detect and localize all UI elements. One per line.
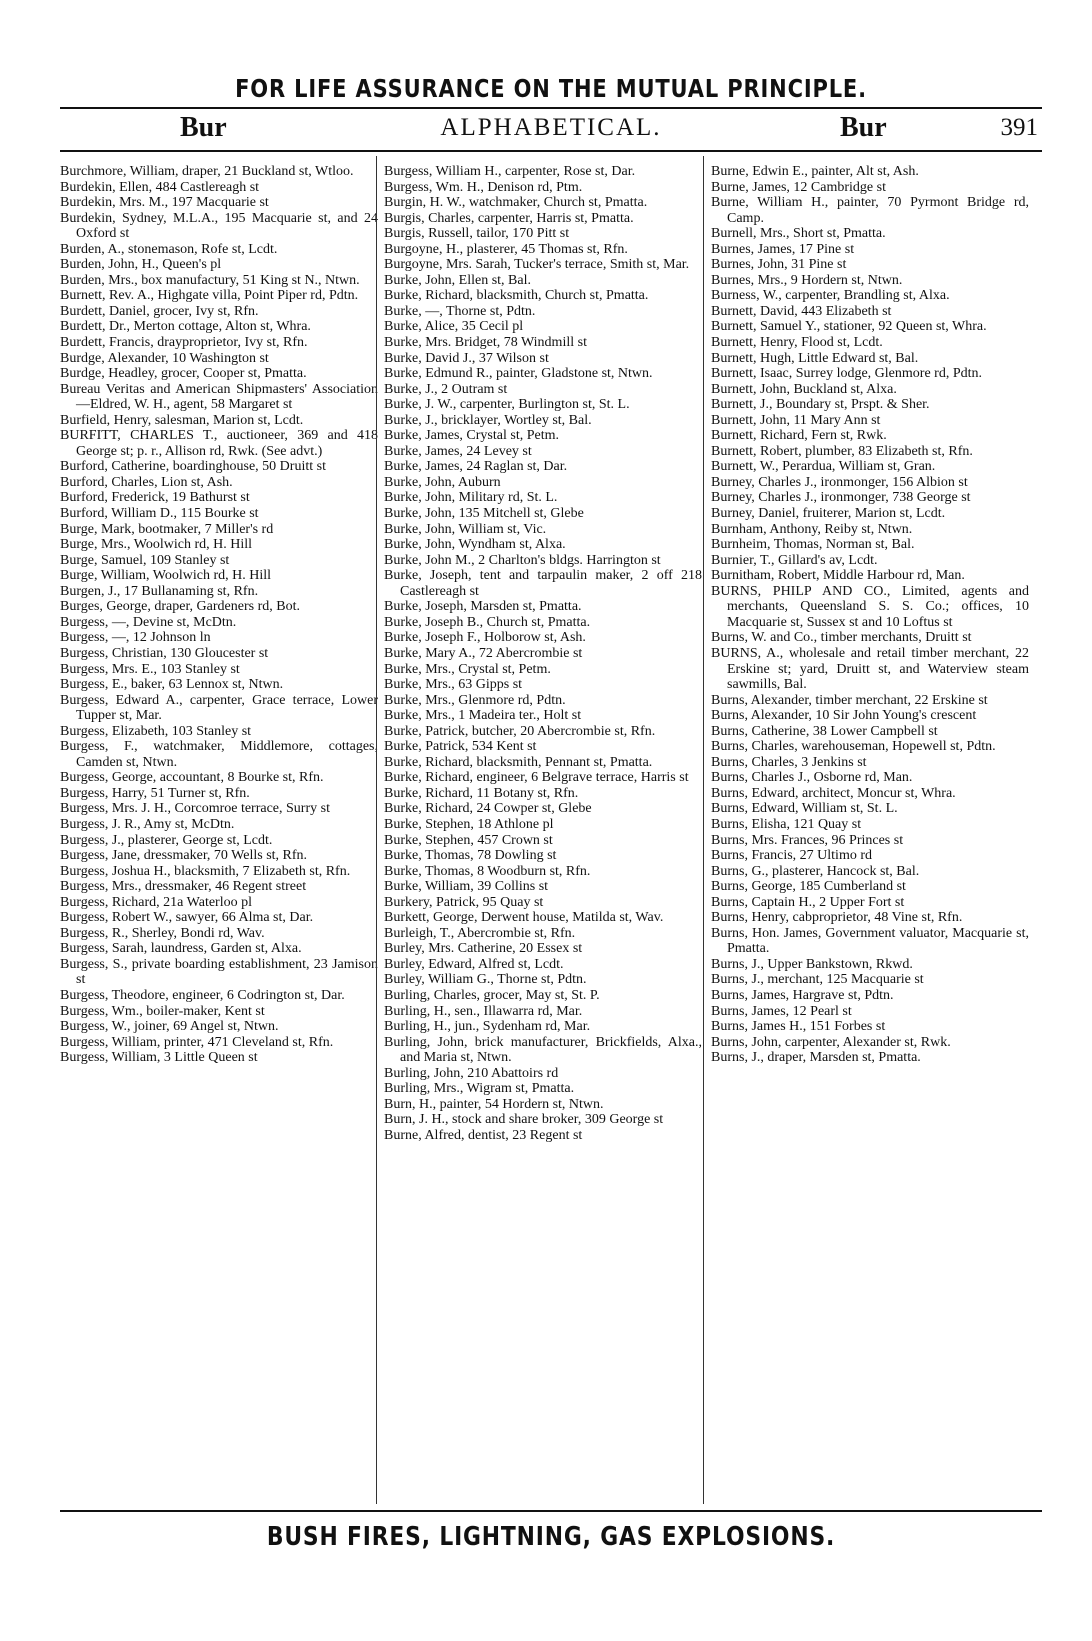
- directory-entry: Burns, James, 12 Pearl st: [711, 1003, 852, 1019]
- page-number: 391: [1000, 114, 1038, 141]
- directory-entry: Burgess, Wm., boiler-maker, Kent st: [60, 1003, 265, 1019]
- directory-entry: Burke, Patrick, 534 Kent st: [384, 739, 537, 755]
- directory-entry: Burge, Samuel, 109 Stanley st: [60, 552, 230, 568]
- directory-entry: Burns, G., plasterer, Hancock st, Bal.: [711, 863, 920, 879]
- directory-entry: Burke, Joseph, tent and tarpaulin maker, 2 off 218 Castlereagh st: [384, 568, 702, 599]
- directory-entry: Burne, Edwin E., painter, Alt st, Ash.: [711, 164, 919, 179]
- directory-entry: Burnett, David, 443 Elizabeth st: [711, 303, 892, 319]
- directory-entry: Burge, Mark, bootmaker, 7 Miller's rd: [60, 521, 274, 537]
- directory-entry: Burns, Henry, cabproprietor, 48 Vine st, Rfn.: [711, 910, 963, 926]
- directory-entry: Burke, John M., 2 Charlton's bldgs. Harrington st: [384, 552, 661, 568]
- column-divider: [376, 156, 377, 1504]
- directory-entry: BURNS, A., wholesale and retail timber merchant, 22 Erskine st; yard, Druitt st, and Waterview steam sawmills, Bal.: [711, 645, 1029, 693]
- directory-entry: Burleigh, T., Abercrombie st, Rfn.: [384, 925, 576, 941]
- directory-entry: Burke, James, 24 Raglan st, Dar.: [384, 459, 568, 475]
- directory-entry: Burgess, S., private boarding establishment, 23 Jamison st: [60, 956, 378, 988]
- directory-entry: Burkery, Patrick, 95 Quay st: [384, 894, 544, 910]
- directory-entry: BURNS, PHILP AND CO., Limited, agents and merchants, Queensland S. S. Co.; offices, 10 Macquarie st, Sussex st and 10 Loftus st: [711, 583, 1029, 630]
- section-title: ALPHABETICAL.: [440, 114, 662, 141]
- directory-entry: Burns, James, Hargrave st, Pdtn.: [711, 987, 894, 1003]
- directory-entry: Burns, Alexander, 10 Sir John Young's crescent: [711, 708, 977, 724]
- directory-entry: Burnett, Samuel Y., stationer, 92 Queen st, Whra.: [711, 319, 987, 335]
- directory-entry: Burke, Stephen, 18 Athlone pl: [384, 816, 554, 832]
- directory-entry: Burke, Mrs. Bridget, 78 Windmill st: [384, 335, 587, 351]
- directory-entry: Burnett, John, Buckland st, Alxa.: [711, 381, 897, 397]
- top-advert-banner: FOR LIFE ASSURANCE ON THE MUTUAL PRINCIPLE.: [235, 74, 867, 103]
- directory-entry: Burnell, Mrs., Short st, Pmatta.: [711, 226, 886, 242]
- directory-entry: Burgess, R., Sherley, Bondi rd, Wav.: [60, 925, 265, 941]
- directory-entry: Burne, William H., painter, 70 Pyrmont Bridge rd, Camp.: [711, 195, 1029, 226]
- directory-entry: Burgis, Charles, carpenter, Harris st, Pmatta.: [384, 210, 634, 226]
- directory-entry: Burnett, Richard, Fern st, Rwk.: [711, 428, 887, 444]
- column-divider: [703, 156, 704, 1504]
- directory-entry: Burley, William G., Thorne st, Pdtn.: [384, 972, 587, 988]
- directory-entry: Burgess, Sarah, laundress, Garden st, Alxa.: [60, 941, 302, 957]
- directory-entry: Burke, Richard, 11 Botany st, Rfn.: [384, 785, 579, 801]
- directory-entry: Burgess, W., joiner, 69 Angel st, Ntwn.: [60, 1019, 279, 1035]
- directory-entry: Burgen, J., 17 Bullanaming st, Rfn.: [60, 583, 259, 599]
- directory-entry: Burke, Richard, blacksmith, Church st, Pmatta.: [384, 288, 649, 304]
- directory-entry: Burgess, Harry, 51 Turner st, Rfn.: [60, 785, 250, 801]
- directory-entry: Burnham, Anthony, Reiby st, Ntwn.: [711, 521, 913, 537]
- directory-entry: Burgess, Wm. H., Denison rd, Ptm.: [384, 179, 583, 195]
- directory-entry: Burgess, E., baker, 63 Lennox st, Ntwn.: [60, 677, 284, 693]
- directory-entry: Burns, Charles J., Osborne rd, Man.: [711, 770, 913, 786]
- directory-entry: Burnett, John, 11 Mary Ann st: [711, 412, 881, 428]
- directory-entry: Burns, Edward, William st, St. L.: [711, 801, 898, 817]
- directory-entry: Burns, Captain H., 2 Upper Fort st: [711, 894, 905, 910]
- directory-entry: Burnes, James, 17 Pine st: [711, 241, 855, 257]
- directory-entry: Burling, John, 210 Abattoirs rd: [384, 1065, 559, 1081]
- directory-entry: Burns, Charles, 3 Jenkins st: [711, 754, 867, 770]
- directory-entry: Burns, Alexander, timber merchant, 22 Erskine st: [711, 692, 988, 708]
- left-guide-word: Bur: [180, 112, 227, 143]
- directory-entry: Burgess, Mrs. J. H., Corcomroe terrace, Surry st: [60, 801, 330, 817]
- directory-entry: Burnett, Isaac, Surrey lodge, Glenmore rd, Pdtn.: [711, 366, 982, 382]
- directory-entry: Burke, John, Ellen st, Bal.: [384, 272, 531, 288]
- directory-entry: Burdett, Francis, drayproprietor, Ivy st, Rfn.: [60, 335, 308, 351]
- directory-entry: Burke, John, Wyndham st, Alxa.: [384, 537, 566, 553]
- directory-entry: Burke, Richard, 24 Cowper st, Glebe: [384, 801, 592, 817]
- directory-entry: Burnett, Robert, plumber, 83 Elizabeth st, Rfn.: [711, 443, 973, 459]
- directory-entry: Burke, John, Military rd, St. L.: [384, 490, 558, 506]
- directory-entry: Burnett, J., Boundary st, Prspt. & Sher.: [711, 397, 930, 413]
- directory-entry: Burges, George, draper, Gardeners rd, Bot.: [60, 599, 300, 615]
- top-rule: [60, 107, 1042, 109]
- directory-entry: Burke, John, 135 Mitchell st, Glebe: [384, 506, 584, 522]
- directory-entry: Burne, James, 12 Cambridge st: [711, 179, 886, 195]
- directory-entry: Burgess, Theodore, engineer, 6 Codrington st, Dar.: [60, 987, 345, 1003]
- directory-entry: Burgess, William, 3 Little Queen st: [60, 1050, 258, 1066]
- directory-entry: Burke, James, 24 Levey st: [384, 443, 532, 459]
- directory-entry: Burdett, Daniel, grocer, Ivy st, Rfn.: [60, 303, 259, 319]
- column-1: [60, 164, 378, 1504]
- bottom-advert-banner: BUSH FIRES, LIGHTNING, GAS EXPLOSIONS.: [266, 1522, 836, 1552]
- directory-entry: Burgess, William, printer, 471 Cleveland st, Rfn.: [60, 1034, 334, 1050]
- directory-entry: Burnheim, Thomas, Norman st, Bal.: [711, 537, 915, 553]
- directory-entry: Burney, Charles J., ironmonger, 156 Albion st: [711, 474, 968, 490]
- directory-entry: Burgess, Mrs., dressmaker, 46 Regent street: [60, 879, 307, 895]
- directory-entry: Burns, J., Upper Bankstown, Rkwd.: [711, 956, 913, 972]
- directory-entry: Burns, Francis, 27 Ultimo rd: [711, 848, 872, 864]
- directory-entry: Burke, Edmund R., painter, Gladstone st, Ntwn.: [384, 366, 653, 382]
- directory-entry: Burke, Joseph B., Church st, Pmatta.: [384, 614, 591, 630]
- directory-entry: Burke, Alice, 35 Cecil pl: [384, 319, 524, 335]
- directory-entry: Burney, Daniel, fruiterer, Marion st, Lcdt.: [711, 506, 946, 522]
- directory-entry: Burke, Mrs., Glenmore rd, Pdtn.: [384, 692, 566, 708]
- right-guide-word: Bur: [840, 112, 887, 143]
- directory-entry: Burns, Elisha, 121 Quay st: [711, 816, 862, 832]
- directory-entry: Burford, Catherine, boardinghouse, 50 Druitt st: [60, 459, 326, 475]
- directory-entry: Burgess, Mrs. E., 103 Stanley st: [60, 661, 240, 677]
- directory-entry: Burley, Mrs. Catherine, 20 Essex st: [384, 941, 583, 957]
- directory-entry: Burden, A., stonemason, Rofe st, Lcdt.: [60, 241, 278, 257]
- directory-entry: Burdge, Headley, grocer, Cooper st, Pmatta.: [60, 366, 307, 382]
- directory-entry: Burke, James, Crystal st, Petm.: [384, 428, 559, 444]
- directory-entry: Burnett, W., Perardua, William st, Gran.: [711, 459, 936, 475]
- directory-entry: Burke, Mary A., 72 Abercrombie st: [384, 645, 583, 661]
- directory-entry: Burke, —, Thorne st, Pdtn.: [384, 303, 536, 319]
- directory-entry: Burns, Edward, architect, Moncur st, Whra.: [711, 785, 956, 801]
- directory-entry: Burnett, Henry, Flood st, Lcdt.: [711, 335, 883, 351]
- directory-entry: Burgess, —, 12 Johnson ln: [60, 630, 211, 646]
- directory-entry: Burne, Alfred, dentist, 23 Regent st: [384, 1127, 583, 1143]
- directory-entry: Burke, Thomas, 8 Woodburn st, Rfn.: [384, 863, 591, 879]
- directory-entry: Burgess, —, Devine st, McDtn.: [60, 614, 237, 630]
- directory-entry: Burke, J., bricklayer, Wortley st, Bal.: [384, 412, 592, 428]
- directory-entry: Burgoyne, H., plasterer, 45 Thomas st, Rfn.: [384, 241, 628, 257]
- directory-entry: Burden, John, H., Queen's pl: [60, 257, 222, 273]
- directory-entry: BURFITT, CHARLES T., auctioneer, 369 and 418 George st; p. r., Allison rd, Rwk. (See advt.): [60, 428, 378, 459]
- directory-entry: Burnes, John, 31 Pine st: [711, 257, 847, 273]
- directory-entry: Burley, Edward, Alfred st, Lcdt.: [384, 956, 564, 972]
- directory-entry: Burke, Stephen, 457 Crown st: [384, 832, 553, 848]
- directory-entry: Burgess, J. R., Amy st, McDtn.: [60, 816, 235, 832]
- directory-entry: Burgess, F., watchmaker, Middlemore, cottages, Camden st, Ntwn.: [60, 739, 378, 770]
- directory-entry: Burling, John, brick manufacturer, Brickfields, Alxa., and Maria st, Ntwn.: [384, 1034, 702, 1066]
- directory-entry: Burgin, H. W., watchmaker, Church st, Pmatta.: [384, 195, 648, 211]
- directory-entry: Burke, David J., 37 Wilson st: [384, 350, 549, 366]
- directory-entry: Burns, J., draper, Marsden st, Pmatta.: [711, 1050, 921, 1066]
- directory-entry: Burford, Charles, Lion st, Ash.: [60, 474, 233, 490]
- directory-entry: Burns, James H., 151 Forbes st: [711, 1019, 886, 1035]
- directory-entry: Burney, Charles J., ironmonger, 738 George st: [711, 490, 971, 506]
- directory-entry: Bureau Veritas and American Shipmasters' Association—Eldred, W. H., agent, 58 Margaret st: [60, 381, 378, 413]
- directory-entry: Burke, John, Auburn: [384, 474, 501, 490]
- directory-entry: Burkett, George, Derwent house, Matilda st, Wav.: [384, 910, 664, 926]
- directory-entry: Burke, Thomas, 78 Dowling st: [384, 848, 557, 864]
- directory-entry: Burling, H., sen., Illawarra rd, Mar.: [384, 1003, 583, 1019]
- directory-entry: Burke, Richard, engineer, 6 Belgrave terrace, Harris st: [384, 770, 689, 786]
- directory-entry: Burford, William D., 115 Bourke st: [60, 506, 259, 522]
- directory-entry: Burns, W. and Co., timber merchants, Druitt st: [711, 630, 972, 646]
- directory-entry: Burgis, Russell, tailor, 170 Pitt st: [384, 226, 570, 242]
- directory-entry: Burns, Mrs. Frances, 96 Princes st: [711, 832, 904, 848]
- directory-entry: Burke, William, 39 Collins st: [384, 879, 549, 895]
- directory-entry: Burdett, Dr., Merton cottage, Alton st, Whra.: [60, 319, 311, 335]
- bottom-rule: [60, 1510, 1042, 1512]
- header-rule: [60, 150, 1042, 152]
- directory-entry: Burgess, William H., carpenter, Rose st, Dar.: [384, 164, 636, 179]
- directory-entry: Burke, Mrs., 1 Madeira ter., Holt st: [384, 708, 582, 724]
- directory-entry: Burling, H., jun., Sydenham rd, Mar.: [384, 1019, 591, 1035]
- directory-entry: Burgess, Edward A., carpenter, Grace terrace, Lower Tupper st, Mar.: [60, 692, 378, 724]
- directory-entry: Burnier, T., Gillard's av, Lcdt.: [711, 552, 878, 568]
- directory-entry: Burgess, Christian, 130 Gloucester st: [60, 645, 269, 661]
- directory-entry: Burdekin, Ellen, 484 Castlereagh st: [60, 179, 260, 195]
- directory-entry: Burns, Hon. James, Government valuator, Macquarie st, Pmatta.: [711, 925, 1029, 957]
- directory-entry: Burke, Joseph, Marsden st, Pmatta.: [384, 599, 582, 615]
- column-3: [711, 164, 1029, 1504]
- directory-entry: Burling, Charles, grocer, May st, St. P.: [384, 987, 600, 1003]
- directory-entry: Burke, Joseph F., Holborow st, Ash.: [384, 630, 586, 646]
- directory-entry: Burdekin, Sydney, M.L.A., 195 Macquarie st, and 24 Oxford st: [60, 210, 378, 242]
- directory-entry: Burn, J. H., stock and share broker, 309 George st: [384, 1112, 664, 1128]
- directory-entry: Burnes, Mrs., 9 Hordern st, Ntwn.: [711, 272, 903, 288]
- directory-entry: Burness, W., carpenter, Brandling st, Alxa.: [711, 288, 950, 304]
- directory-entry: Burns, J., merchant, 125 Macquarie st: [711, 972, 924, 988]
- directory-entry: Burke, John, William st, Vic.: [384, 521, 547, 537]
- directory-entry: Burgess, Richard, 21a Waterloo pl: [60, 894, 252, 910]
- directory-entry: Burchmore, William, draper, 21 Buckland st, Wtloo.: [60, 164, 354, 179]
- directory-entry: Burke, Patrick, butcher, 20 Abercrombie st, Rfn.: [384, 723, 656, 739]
- directory-entry: Burgess, Elizabeth, 103 Stanley st: [60, 723, 252, 739]
- directory-entry: Burling, Mrs., Wigram st, Pmatta.: [384, 1081, 575, 1097]
- directory-entry: Burke, J., 2 Outram st: [384, 381, 508, 397]
- directory-entry: Burfield, Henry, salesman, Marion st, Lcdt.: [60, 412, 304, 428]
- directory-entry: Burge, William, Woolwich rd, H. Hill: [60, 568, 272, 584]
- directory-entry: Burden, Mrs., box manufactury, 51 King st N., Ntwn.: [60, 272, 360, 288]
- directory-entry: Burgess, Joshua H., blacksmith, 7 Elizabeth st, Rfn.: [60, 863, 351, 879]
- directory-entry: Burnett, Rev. A., Highgate villa, Point Piper rd, Pdtn.: [60, 288, 359, 304]
- directory-entry: Burgess, J., plasterer, George st, Lcdt.: [60, 832, 273, 848]
- directory-entry: Burns, Charles, warehouseman, Hopewell st, Pdtn.: [711, 739, 996, 755]
- directory-entry: Burke, J. W., carpenter, Burlington st, St. L.: [384, 397, 630, 413]
- directory-entry: Burgess, Jane, dressmaker, 70 Wells st, Rfn.: [60, 848, 308, 864]
- column-2: [384, 164, 702, 1504]
- page-header: [60, 112, 1042, 148]
- directory-entry: Burns, Catherine, 38 Lower Campbell st: [711, 723, 938, 739]
- directory-entry: Burge, Mrs., Woolwich rd, H. Hill: [60, 537, 253, 553]
- directory-entry: Burke, Mrs., Crystal st, Petm.: [384, 661, 551, 677]
- directory-entry: Burgess, Robert W., sawyer, 66 Alma st, Dar.: [60, 910, 314, 926]
- directory-entry: Burgoyne, Mrs. Sarah, Tucker's terrace, Smith st, Mar.: [384, 257, 690, 273]
- directory-entry: Burns, John, carpenter, Alexander st, Rwk.: [711, 1034, 951, 1050]
- directory-entry: Burgess, George, accountant, 8 Bourke st, Rfn.: [60, 770, 324, 786]
- directory-entry: Burnett, Hugh, Little Edward st, Bal.: [711, 350, 919, 366]
- directory-entry: Burdekin, Mrs. M., 197 Macquarie st: [60, 195, 269, 211]
- directory-entry: Burn, H., painter, 54 Hordern st, Ntwn.: [384, 1096, 604, 1112]
- directory-entry: Burford, Frederick, 19 Bathurst st: [60, 490, 250, 506]
- directory-entry: Burke, Richard, blacksmith, Pennant st, Pmatta.: [384, 754, 653, 770]
- directory-entry: Burnitham, Robert, Middle Harbour rd, Man.: [711, 568, 965, 584]
- directory-entry: Burke, Mrs., 63 Gipps st: [384, 677, 523, 693]
- directory-entry: Burdge, Alexander, 10 Washington st: [60, 350, 269, 366]
- directory-entry: Burns, George, 185 Cumberland st: [711, 879, 906, 895]
